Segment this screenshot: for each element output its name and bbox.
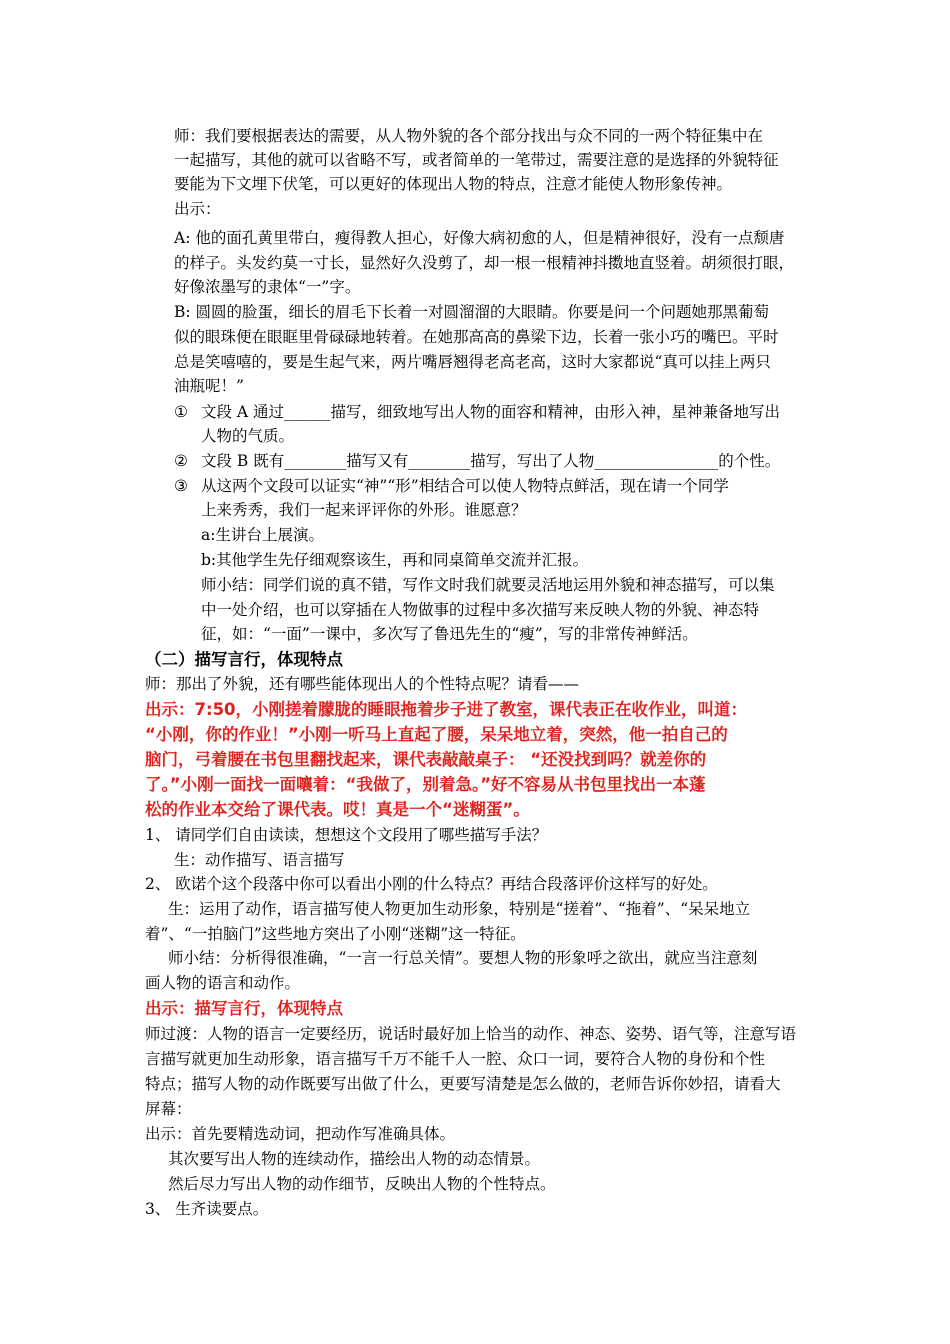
paragraph-line: 要能为下文埋下伏笔，可以更好的体现出人物的特点，注意才能使人物形象传神。 [174, 175, 733, 193]
paragraph-line: b:其他学生先仔细观察该生，再和同桌简单交流并汇报。 [201, 551, 589, 569]
highlight-line: 了。”小刚一面找一面嚷着：“我做了，别着急。”好不容易从书包里找出一本蓬 [145, 775, 706, 794]
paragraph-line: 师小结：同学们说的真不错，写作文时我们就要灵活地运用外貌和神态描写，可以集 [201, 576, 775, 594]
highlight-line: “小刚，你的作业！”小刚一听马上直起了腰，呆呆地立着，突然，他一拍自己的 [145, 725, 728, 744]
paragraph-line: A: 他的面孔黄里带白，瘦得教人担心，好像大病初愈的人，但是精神很好，没有一点颓唐 [174, 229, 785, 247]
list-marker: ② [174, 452, 188, 470]
paragraph-line: 的样子。头发约莫一寸长，显然好久没剪了，却一根一根精神抖擞地直竖着。胡须很打眼， [174, 254, 795, 272]
paragraph-line: 总是笑嘻嘻的，要是生起气来，两片嘴唇翘得老高老高，这时大家都说“真可以挂上两只 [174, 353, 771, 371]
paragraph-line: 师：那出了外貌，还有哪些能体现出人的个性特点呢？请看—— [145, 675, 580, 693]
paragraph-line: 师过渡：人物的语言一定要经历，说话时最好加上恰当的动作、神态、姿势、语气等，注意写语 [145, 1025, 797, 1043]
highlight-line: 脑门，弓着腰在书包里翻找起来，课代表敲敲桌子： “还没找到吗？就差你的 [145, 750, 707, 769]
section-heading: （二）描写言行，体现特点 [145, 650, 343, 669]
highlight-line: 出示：7:50，小刚搓着朦胧的睡眼拖着步子进了教室，课代表正在收作业，叫道： [145, 700, 748, 719]
paragraph-line: 屏幕： [145, 1100, 192, 1118]
paragraph-line: 师：我们要根据表达的需要，从人物外貌的各个部分找出与众不同的一两个特征集中在 [174, 127, 764, 145]
paragraph-line: a:生讲台上展演。 [201, 526, 324, 544]
list-marker: ③ [174, 477, 188, 495]
paragraph-line: 好像浓墨写的隶体“一”字。 [174, 278, 361, 296]
paragraph-line: 生：运用了动作，语言描写使人物更加生动形象，特别是“搓着”、“拖着”、“呆呆地立 [168, 900, 751, 918]
highlight-line: 松的作业本交给了课代表。哎！真是一个“迷糊蛋”。 [145, 800, 530, 819]
paragraph-line: 出示： [174, 200, 221, 218]
paragraph-line: 其次要写出人物的连续动作，描绘出人物的动态情景。 [168, 1150, 541, 1168]
paragraph-line: 油瓶呢！” [174, 377, 244, 395]
paragraph-line: 然后尽力写出人物的动作细节，反映出人物的个性特点。 [168, 1175, 556, 1193]
paragraph-line: 似的眼珠便在眼眶里骨碌碌地转着。在她那高高的鼻梁下边，长着一张小巧的嘴巴。平时 [174, 328, 779, 346]
paragraph-line: 特点；描写人物的动作既要写出做了什么，更要写清楚是怎么做的，老师告诉你妙招，请看大 [145, 1075, 781, 1093]
paragraph-line: 生：动作描写、语言描写 [174, 851, 345, 869]
paragraph-line: 画人物的语言和动作。 [145, 974, 301, 992]
paragraph-line: 1、 请同学们自由读读，想想这个文段用了哪些描写手法？ [145, 826, 548, 844]
paragraph-line: 征，如：“一面”一课中，多次写了鲁迅先生的“瘦”，写的非常传神鲜活。 [201, 625, 698, 643]
paragraph-line: 上来秀秀，我们一起来评评你的外形。谁愿意？ [201, 501, 527, 519]
paragraph-line: 出示：首先要精选动词，把动作写准确具体。 [145, 1125, 456, 1143]
paragraph-line: 中一处介绍，也可以穿插在人物做事的过程中多次描写来反映人物的外貌、神态特 [201, 601, 760, 619]
paragraph-line: 从这两个文段可以证实“神”“形”相结合可以使人物特点鲜活，现在请一个同学 [201, 477, 729, 495]
paragraph-line: 文段 A 通过______描写，细致地写出人物的面容和精神，由形入神，星神兼备地写出 [201, 403, 781, 421]
paragraph-line: 2、 欧诺个这个段落中你可以看出小刚的什么特点？再结合段落评价这样写的好处。 [145, 875, 718, 893]
paragraph-line: 着”、“一拍脑门”这些地方突出了小刚“迷糊”这一特征。 [145, 925, 526, 943]
paragraph-line: 人物的气质。 [201, 427, 295, 445]
paragraph-line: 一起描写，其他的就可以省略不写，或者简单的一笔带过，需要注意的是选择的外貌特征 [174, 151, 779, 169]
paragraph-line: B: 圆圆的脸蛋，细长的眉毛下长着一对圆溜溜的大眼睛。你要是问一个问题她那黑葡萄 [174, 303, 770, 321]
list-marker: ① [174, 403, 188, 421]
paragraph-line: 师小结：分析得很准确，“一言一行总关情”。要想人物的形象呼之欲出，就应当注意刻 [168, 949, 758, 967]
paragraph-line: 言描写就更加生动形象，语言描写千万不能千人一腔、众口一词，要符合人物的身份和个性 [145, 1050, 766, 1068]
paragraph-line: 3、 生齐读要点。 [145, 1200, 269, 1218]
paragraph-line: 文段 B 既有________描写又有________描写，写出了人物________________的个性。 [201, 452, 781, 470]
highlight-heading: 出示：描写言行，体现特点 [145, 999, 343, 1018]
